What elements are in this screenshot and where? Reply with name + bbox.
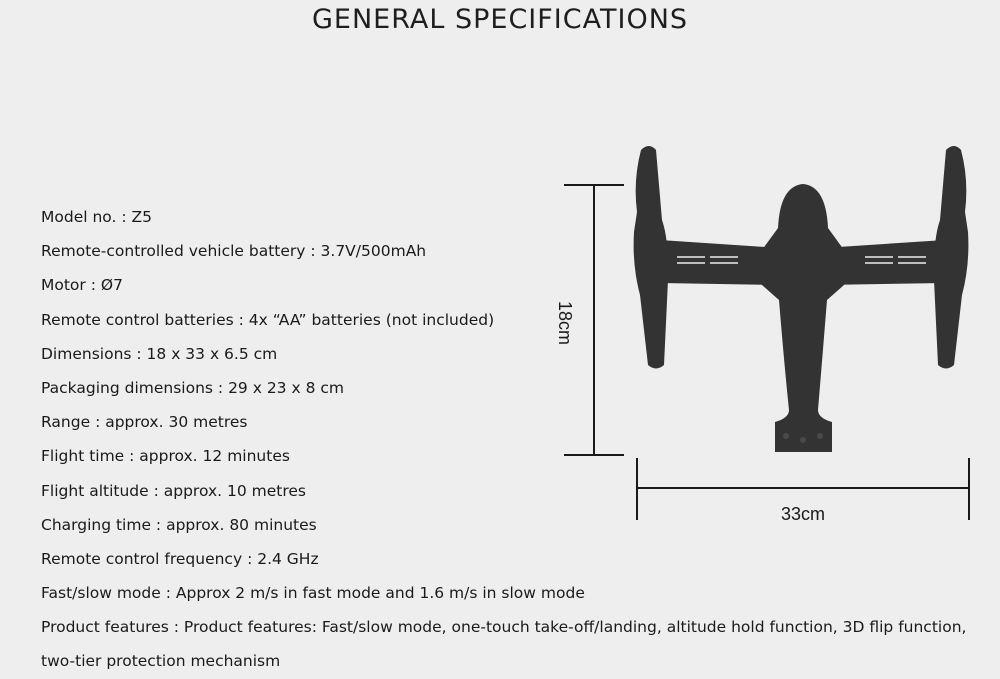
spec-label: Flight time [41, 447, 125, 466]
spec-value: Z5 [131, 208, 152, 226]
spec-packaging-dimensions: Packaging dimensions : 29 x 23 x 8 cm [41, 378, 344, 397]
spec-vehicle-battery: Remote-controlled vehicle battery : 3.7V/500mAh [41, 242, 427, 261]
spec-product-features: Product features : Product features: Fast/slow mode, one-touch take-off/landing, altitude hold function, 3D flip function, two-tier protection mechanism [41, 618, 967, 671]
drone-silhouette [634, 146, 969, 452]
drone-dimension-diagram [550, 130, 990, 540]
spec-value: Ø7 [100, 276, 123, 295]
spec-label: Remote control batteries [41, 310, 234, 329]
spec-label: Motor [41, 276, 86, 295]
spec-motor: Motor : Ø7 [41, 276, 123, 295]
spec-value: approx. 10 metres [163, 481, 306, 500]
spec-value: approx. 80 minutes [166, 515, 317, 534]
spec-value: approx. 30 metres [105, 413, 248, 432]
spec-label: Flight altitude [41, 481, 149, 500]
spec-value: 2.4 GHz [257, 549, 319, 568]
spec-value: 4x “AA” batteries (not included) [248, 310, 495, 329]
spec-label: Model no. [41, 208, 117, 226]
spec-value: approx. 12 minutes [139, 447, 290, 466]
spec-flight-time: Flight time : approx. 12 minutes [41, 447, 290, 466]
page-title: GENERAL SPECIFICATIONS [311, 4, 689, 35]
spec-value: 18 x 33 x 6.5 cm [146, 344, 278, 363]
spec-label: Charging time [41, 515, 151, 534]
spec-value: Approx 2 m/s in fast mode and 1.6 m/s in slow mode [175, 584, 585, 603]
spec-label: Product features [41, 618, 169, 637]
spec-label: Range [41, 413, 91, 432]
spec-remote-batteries: Remote control batteries : 4x “AA” batteries (not included) [41, 310, 495, 329]
spec-fast-slow-mode: Fast/slow mode : Approx 2 m/s in fast mode and 1.6 m/s in slow mode [41, 584, 585, 603]
spec-label: Remote-controlled vehicle battery [41, 242, 306, 261]
spec-model-no: Model no. : Z5 [41, 208, 152, 226]
spec-label: Dimensions [41, 344, 132, 363]
spec-dimensions: Dimensions : 18 x 33 x 6.5 cm [41, 344, 278, 363]
spec-label: Packaging dimensions [41, 378, 213, 397]
spec-label: Fast/slow mode [41, 584, 161, 603]
spec-remote-frequency: Remote control frequency : 2.4 GHz [41, 549, 319, 568]
spec-flight-altitude: Flight altitude : approx. 10 metres [41, 481, 306, 500]
spec-value: 3.7V/500mAh [320, 242, 427, 261]
width-label: 33cm [780, 504, 826, 524]
spec-label: Remote control frequency [41, 549, 243, 568]
spec-value: Product features: Fast/slow mode, one-touch take-off/landing, altitude hold function, 3D flip function, two-tier protection mechanism [41, 618, 967, 671]
height-label: 18cm [555, 300, 575, 346]
spec-value: 29 x 23 x 8 cm [228, 378, 344, 397]
spec-range: Range : approx. 30 metres [41, 413, 248, 432]
spec-charging-time: Charging time : approx. 80 minutes [41, 515, 317, 534]
